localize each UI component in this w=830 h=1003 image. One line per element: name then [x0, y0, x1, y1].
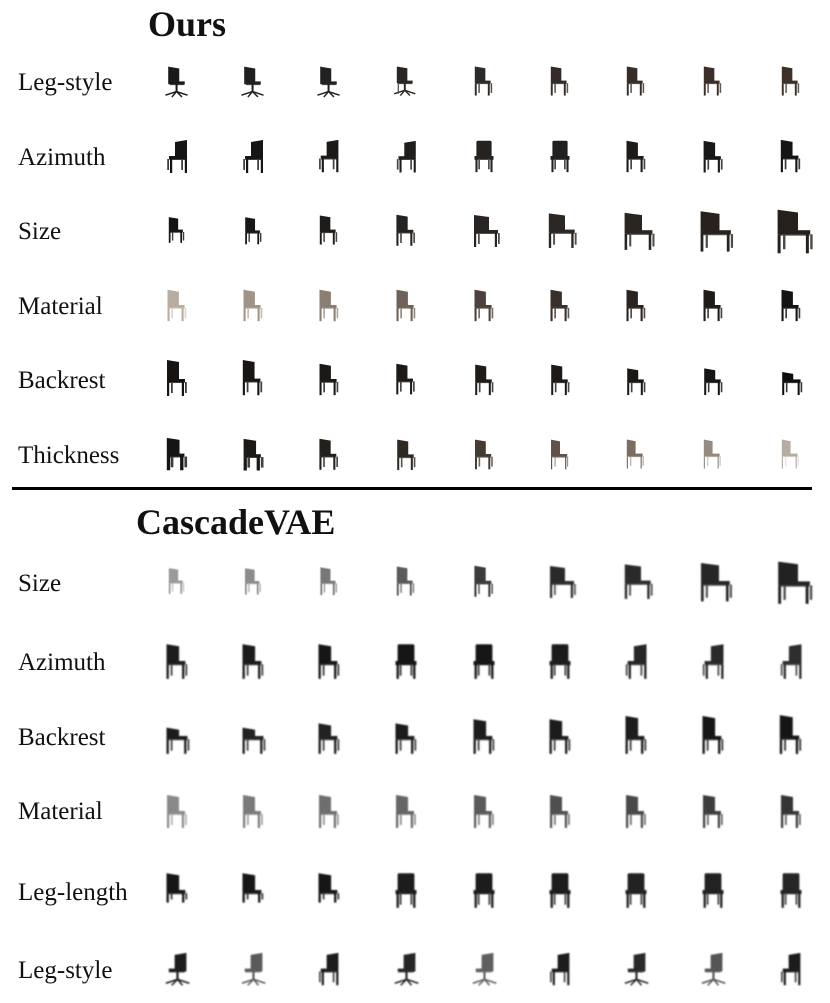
chair-image	[616, 949, 655, 988]
chair-thumbnail	[233, 136, 273, 176]
chair-thumbnail	[385, 715, 427, 757]
chair-image	[387, 211, 425, 249]
chair-thumbnail	[232, 640, 274, 682]
chair-thumbnail	[387, 211, 425, 249]
chair-thumbnail	[539, 640, 581, 682]
chair-thumbnail	[309, 949, 348, 988]
row-label-size: Size	[18, 570, 62, 597]
chair-thumbnail	[463, 715, 505, 757]
chair-thumbnail	[540, 949, 579, 988]
chair-image	[694, 137, 732, 175]
chair-thumbnail	[772, 286, 810, 324]
section-title-cascadevae: CascadeVAE	[136, 502, 336, 542]
chair-thumbnail	[618, 63, 653, 98]
chair-image	[542, 361, 579, 398]
chair-image	[312, 564, 346, 598]
chair-thumbnail	[466, 361, 503, 398]
chair-thumbnail	[695, 361, 732, 398]
chair-image	[232, 640, 274, 682]
chair-image	[618, 63, 653, 98]
chair-image	[616, 791, 656, 831]
chair-thumbnail	[771, 791, 811, 831]
chair-image	[388, 63, 423, 98]
chair-image	[614, 559, 657, 602]
chair-thumbnail	[388, 436, 425, 473]
chair-image	[695, 436, 730, 471]
chair-thumbnail	[771, 949, 810, 988]
chair-thumbnail	[773, 63, 808, 98]
chair-thumbnail	[773, 361, 810, 398]
chair-image	[772, 286, 810, 324]
chair-thumbnail	[542, 436, 578, 472]
chair-image	[692, 869, 734, 911]
chair-image	[692, 640, 734, 682]
chair-thumbnail	[237, 214, 270, 247]
chair-thumbnail	[693, 791, 733, 831]
chair-image	[539, 640, 581, 682]
chair-image	[157, 434, 196, 473]
chair-image	[234, 435, 272, 473]
chair-thumbnail	[615, 715, 657, 757]
row-label-leg-style: Leg-style	[18, 69, 113, 96]
chair-image	[309, 136, 348, 175]
chair-thumbnail	[693, 949, 732, 988]
chair-image	[770, 869, 812, 911]
chair-thumbnail	[310, 435, 348, 473]
chair-image	[769, 714, 812, 757]
chair-thumbnail	[233, 949, 272, 988]
chair-thumbnail	[232, 869, 274, 911]
chair-thumbnail	[540, 561, 580, 601]
chair-thumbnail	[466, 63, 501, 98]
row-label-thickness: Thickness	[18, 442, 120, 469]
chair-image	[157, 791, 197, 831]
chair-image	[237, 565, 269, 597]
chair-thumbnail	[692, 715, 734, 757]
chair-thumbnail	[159, 63, 196, 100]
chair-thumbnail	[615, 640, 657, 682]
chair-image	[235, 63, 272, 100]
chair-thumbnail	[463, 640, 505, 682]
chair-image	[693, 791, 733, 831]
chair-image	[233, 359, 272, 398]
chair-image	[617, 286, 655, 324]
chair-image	[771, 791, 811, 831]
chair-image	[615, 640, 657, 682]
chair-image	[466, 361, 503, 398]
chair-thumbnail	[310, 286, 348, 324]
chair-thumbnail	[542, 63, 577, 98]
chair-thumbnail	[309, 136, 348, 175]
chair-image	[156, 640, 198, 682]
chair-thumbnail	[387, 360, 424, 397]
chair-image	[385, 640, 427, 682]
chair-thumbnail	[465, 562, 503, 600]
chair-image	[159, 63, 196, 100]
chair-image	[234, 286, 272, 324]
chair-image	[233, 136, 273, 176]
chair-image	[387, 137, 425, 175]
chair-thumbnail	[769, 714, 812, 757]
chair-image	[540, 561, 580, 601]
chair-image	[156, 715, 198, 757]
chair-image	[232, 715, 274, 757]
row-label-backrest: Backrest	[18, 367, 106, 394]
chair-thumbnail	[386, 791, 426, 831]
chair-thumbnail	[694, 137, 732, 175]
chair-thumbnail	[463, 869, 505, 911]
chair-image	[232, 869, 274, 911]
chair-image	[694, 286, 732, 324]
chair-thumbnail	[237, 565, 269, 597]
chair-thumbnail	[770, 869, 812, 911]
chair-image	[157, 949, 196, 988]
chair-thumbnail	[618, 436, 653, 471]
chair-thumbnail	[539, 715, 581, 757]
chair-image	[387, 360, 424, 397]
chair-image	[695, 361, 732, 398]
chair-image	[463, 640, 505, 682]
chair-thumbnail	[694, 286, 732, 324]
row-label-material: Material	[18, 293, 103, 320]
chair-image	[309, 791, 349, 831]
chair-image	[158, 286, 196, 324]
chair-thumbnail	[311, 63, 348, 100]
chair-thumbnail	[541, 286, 579, 324]
chair-image	[695, 63, 730, 98]
chair-thumbnail	[233, 359, 272, 398]
chair-thumbnail	[308, 640, 350, 682]
chair-image	[465, 286, 503, 324]
chair-thumbnail	[234, 435, 272, 473]
chair-thumbnail	[311, 212, 346, 247]
chair-image	[692, 715, 734, 757]
chair-thumbnail	[618, 361, 655, 398]
chair-thumbnail	[773, 436, 808, 471]
chair-image	[156, 869, 198, 911]
row-label-backrest: Backrest	[18, 724, 106, 751]
chair-image	[542, 63, 577, 98]
chair-image	[387, 286, 425, 324]
chair-image	[233, 949, 272, 988]
chair-image	[773, 361, 810, 398]
chair-image	[539, 715, 581, 757]
chair-image	[773, 63, 808, 98]
chair-image	[615, 715, 657, 757]
chair-image	[311, 212, 346, 247]
chair-thumbnail	[688, 205, 738, 255]
chair-thumbnail	[387, 137, 425, 175]
chair-thumbnail	[466, 436, 502, 472]
chair-thumbnail	[539, 869, 581, 911]
chair-image	[463, 715, 505, 757]
row-label-leg-length: Leg-length	[18, 879, 128, 906]
chair-image	[310, 360, 348, 398]
chair-thumbnail	[614, 559, 657, 602]
chair-image	[465, 562, 503, 600]
chair-thumbnail	[465, 286, 503, 324]
chair-thumbnail	[232, 715, 274, 757]
chair-thumbnail	[157, 434, 196, 473]
chair-thumbnail	[388, 563, 423, 598]
chair-image	[465, 137, 503, 175]
chair-thumbnail	[540, 791, 580, 831]
chair-thumbnail	[158, 286, 196, 324]
chair-image	[693, 949, 732, 988]
chair-thumbnail	[616, 791, 656, 831]
chair-image	[161, 565, 192, 596]
chair-thumbnail	[617, 137, 655, 175]
chair-thumbnail	[387, 286, 425, 324]
chair-image	[308, 715, 350, 757]
chair-thumbnail	[464, 791, 504, 831]
chair-image	[538, 208, 581, 251]
chair-image	[157, 359, 197, 399]
chair-image	[771, 136, 810, 175]
chair-image	[388, 563, 423, 598]
chair-image	[157, 136, 197, 176]
row-label-size: Size	[18, 218, 62, 245]
chair-image	[540, 949, 579, 988]
chair-image	[233, 791, 273, 831]
chair-thumbnail	[615, 869, 657, 911]
chair-image	[237, 214, 270, 247]
chair-image	[464, 949, 503, 988]
chair-image	[466, 63, 501, 98]
chair-thumbnail	[385, 869, 427, 911]
chair-thumbnail	[770, 640, 812, 682]
chair-thumbnail	[695, 436, 730, 471]
chair-image	[689, 557, 737, 605]
chair-thumbnail	[771, 136, 810, 175]
chair-image	[618, 436, 653, 471]
chair-image	[310, 435, 348, 473]
chair-image	[615, 869, 657, 911]
chair-thumbnail	[156, 715, 198, 757]
chair-thumbnail	[156, 640, 198, 682]
row-label-material: Material	[18, 798, 103, 825]
chair-thumbnail	[695, 63, 730, 98]
chair-image	[618, 361, 655, 398]
chair-image	[688, 205, 738, 255]
chair-thumbnail	[234, 286, 272, 324]
chair-image	[386, 949, 425, 988]
chair-thumbnail	[765, 555, 818, 608]
chair-thumbnail	[613, 207, 659, 253]
chair-image	[311, 63, 348, 100]
chair-image	[613, 207, 659, 253]
chair-image	[539, 869, 581, 911]
chair-image	[464, 791, 504, 831]
chair-image	[773, 436, 808, 471]
chair-image	[771, 949, 810, 988]
chair-thumbnail	[616, 949, 655, 988]
chair-thumbnail	[235, 63, 272, 100]
chair-thumbnail	[692, 640, 734, 682]
section-title-ours: Ours	[148, 4, 227, 44]
chair-thumbnail	[312, 564, 346, 598]
chair-image	[385, 869, 427, 911]
chair-image	[541, 286, 579, 324]
chair-thumbnail	[692, 869, 734, 911]
chair-thumbnail	[542, 361, 579, 398]
chair-thumbnail	[156, 869, 198, 911]
row-label-azimuth: Azimuth	[18, 649, 106, 676]
chair-image	[765, 555, 818, 608]
chair-thumbnail	[161, 214, 192, 245]
chair-thumbnail	[308, 715, 350, 757]
chair-thumbnail	[157, 359, 197, 399]
chair-thumbnail	[161, 565, 192, 596]
chair-thumbnail	[385, 640, 427, 682]
chair-thumbnail	[764, 203, 818, 257]
chair-image	[161, 214, 192, 245]
chair-thumbnail	[157, 791, 197, 831]
chair-thumbnail	[308, 869, 350, 911]
chair-image	[385, 715, 427, 757]
chair-image	[770, 640, 812, 682]
chair-image	[308, 640, 350, 682]
chair-image	[541, 137, 579, 175]
chair-image	[308, 869, 350, 911]
chair-thumbnail	[310, 360, 348, 398]
chair-thumbnail	[465, 137, 503, 175]
chair-thumbnail	[386, 949, 425, 988]
chair-image	[309, 949, 348, 988]
chair-image	[388, 436, 425, 473]
chair-thumbnail	[157, 949, 196, 988]
chair-thumbnail	[309, 791, 349, 831]
chair-thumbnail	[157, 136, 197, 176]
chair-thumbnail	[689, 557, 737, 605]
row-label-azimuth: Azimuth	[18, 144, 106, 171]
chair-thumbnail	[388, 63, 423, 98]
row-label-leg-style: Leg-style	[18, 957, 113, 984]
chair-image	[764, 203, 818, 257]
chair-image	[310, 286, 348, 324]
chair-image	[464, 210, 504, 250]
chair-image	[540, 791, 580, 831]
chair-image	[466, 436, 502, 472]
chair-image	[542, 436, 578, 472]
chair-image	[617, 137, 655, 175]
section-divider	[12, 487, 812, 490]
chair-image	[386, 791, 426, 831]
chair-thumbnail	[464, 210, 504, 250]
chair-image	[463, 869, 505, 911]
chair-thumbnail	[464, 949, 503, 988]
chair-thumbnail	[617, 286, 655, 324]
chair-thumbnail	[233, 791, 273, 831]
chair-thumbnail	[538, 208, 581, 251]
chair-thumbnail	[541, 137, 579, 175]
